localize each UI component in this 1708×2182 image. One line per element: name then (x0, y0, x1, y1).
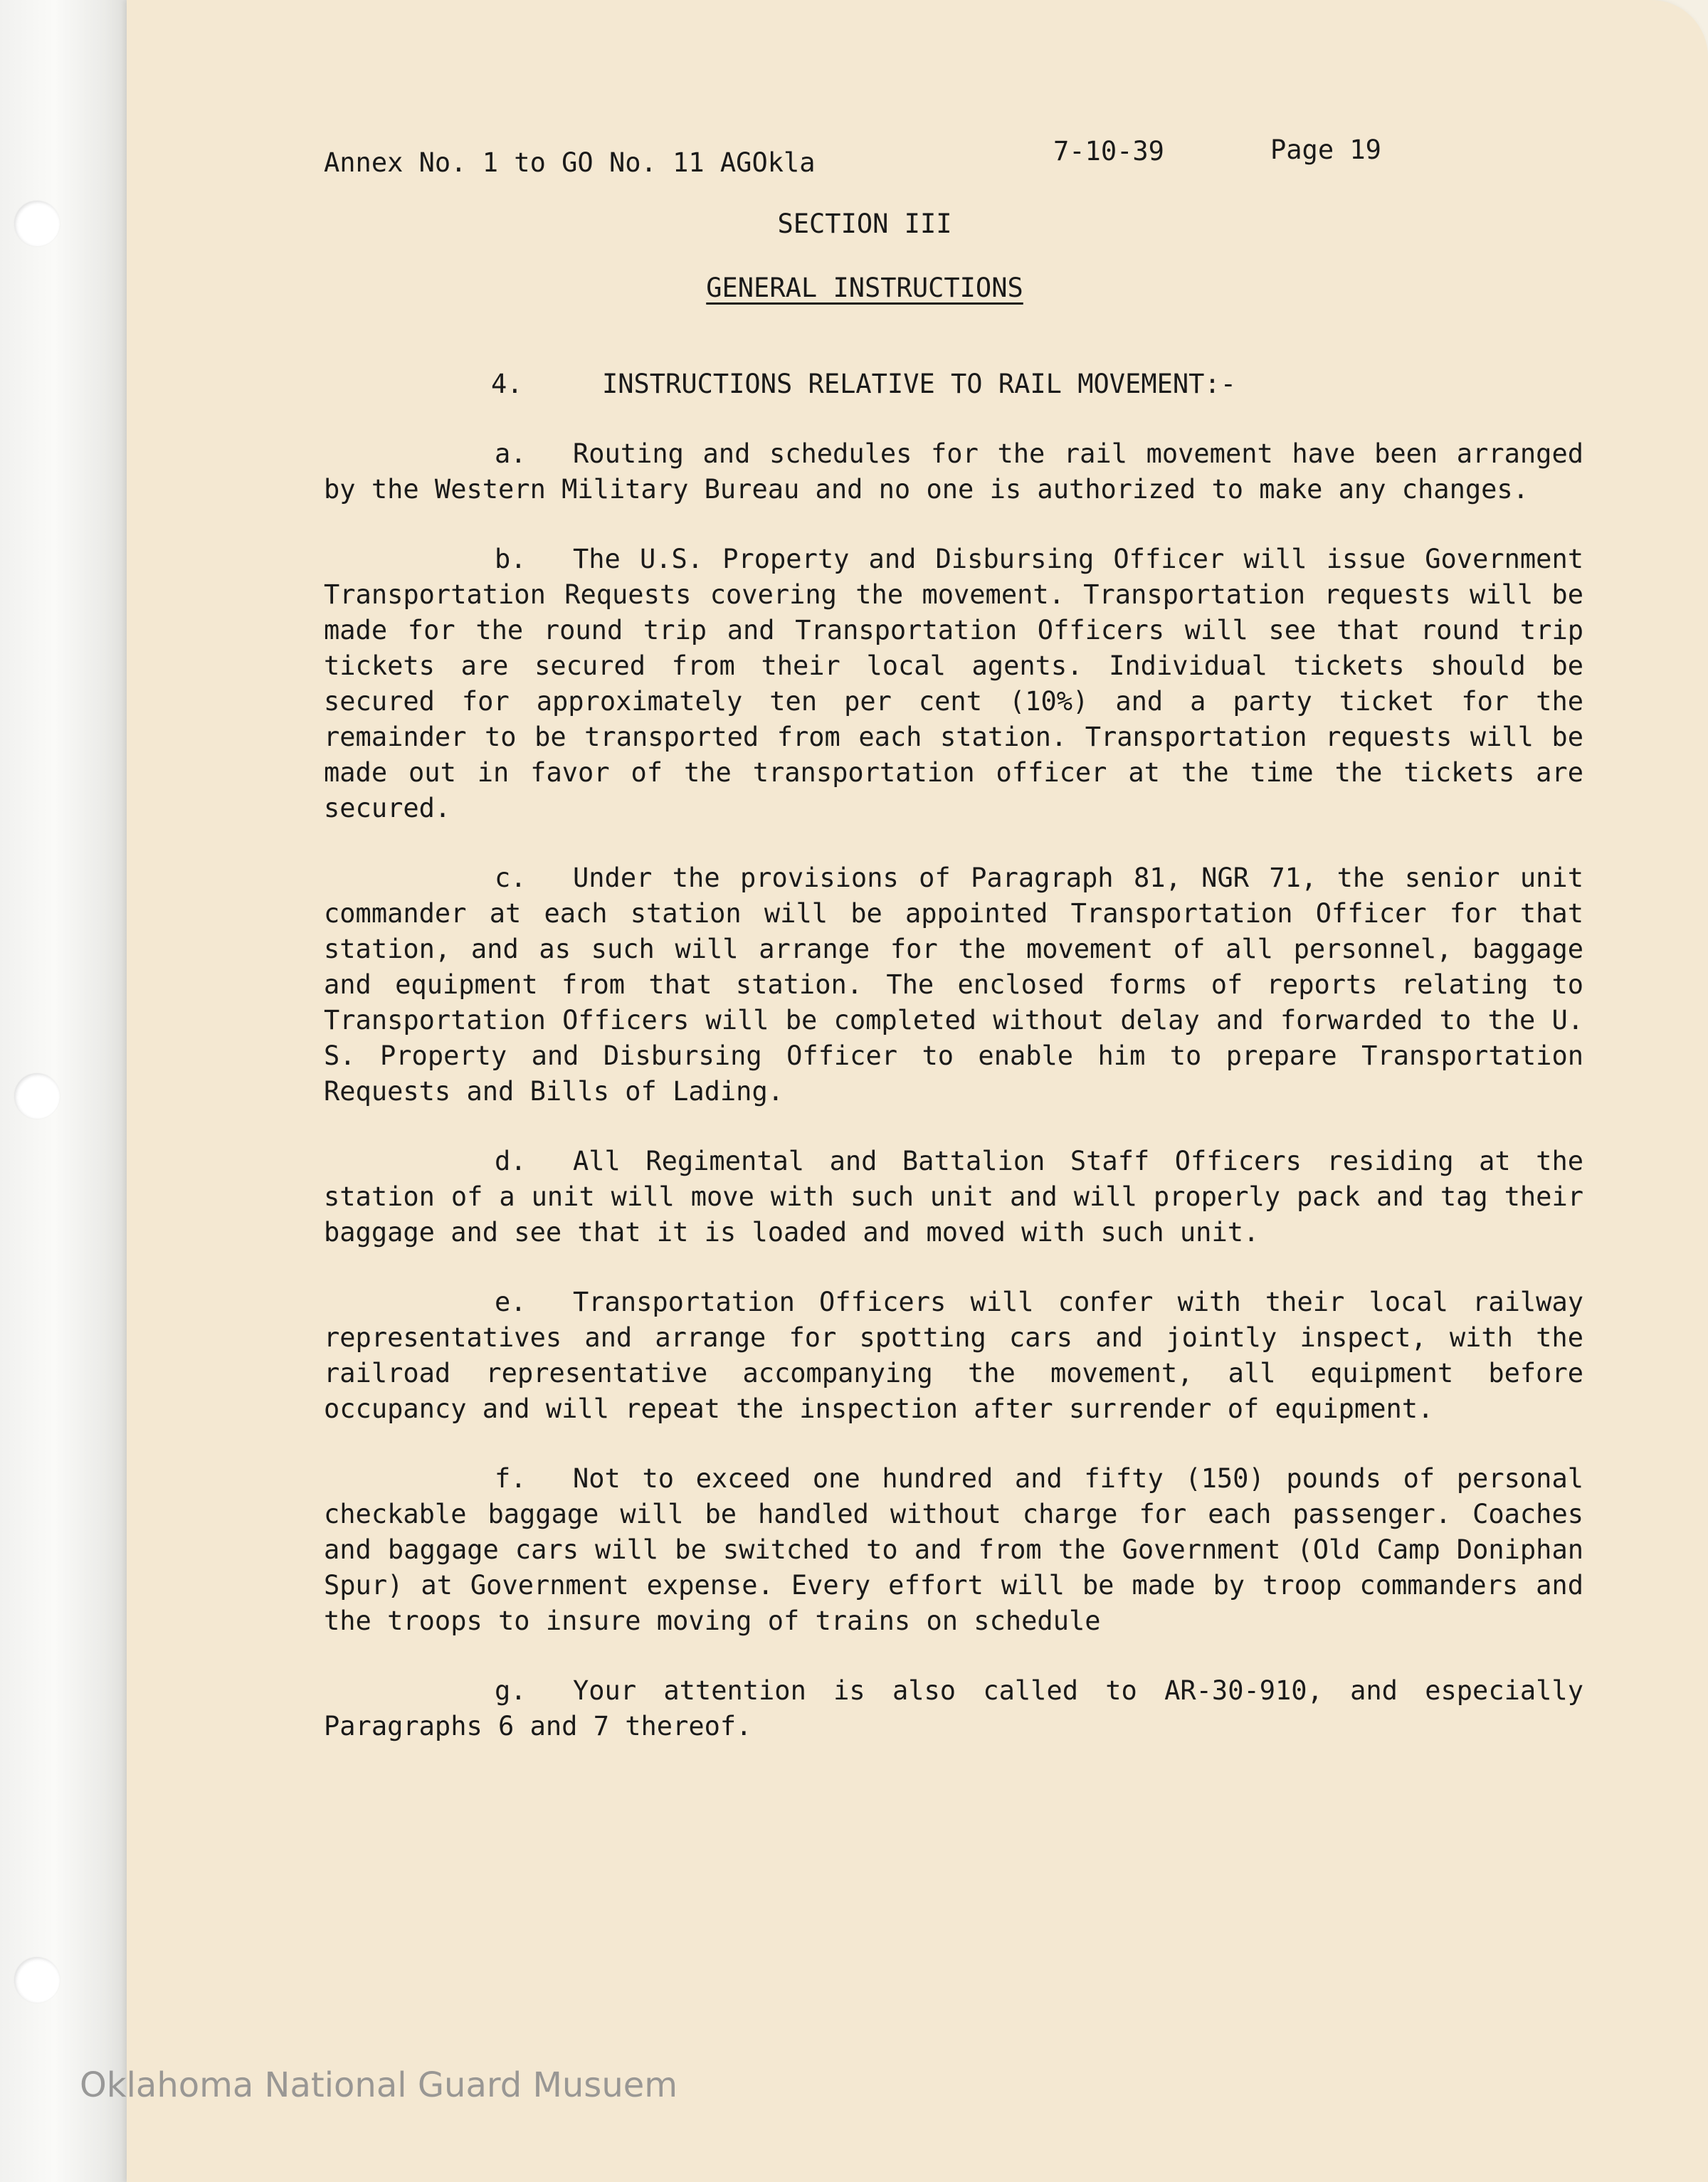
general-instructions-title (324, 270, 1406, 306)
subparagraph-a (324, 436, 1583, 507)
subparagraph-text: Transportation Officers will confer with their local railway representatives and arrange for spotting cars and jointly inspect, with the railroad representative accompanying the movement, all equipment before occupancy and will repeat the inspection after surrender of equipment. (324, 1287, 1583, 1424)
subparagraph-b (324, 542, 1583, 826)
binder-strip (0, 0, 135, 2182)
subparagraph-letter: b. (495, 544, 527, 574)
museum-watermark: Oklahoma National Guard Musuem (80, 2065, 678, 2105)
subparagraph-text: The U.S. Property and Disbursing Officer will issue Government Transportation Requests covering the movement. Transportation requests will be made for the round trip and Transportation Officers will see that round trip tickets are secured from their local agents. Individual tickets should be secured for approximately ten per cent (10%) and a party ticket for the remainder to be transported from each station. Transportation requests will be made out in favor of the transportation officer at the time the tickets are secured. (324, 544, 1583, 823)
subparagraph-letter: c. (495, 863, 527, 893)
subparagraph-letter: a. (495, 438, 527, 469)
paragraph-heading (324, 367, 1605, 402)
subparagraph-text: Under the provisions of Paragraph 81, NGR 71, the senior unit commander at each station will be appointed Transportation Officer for that station, and as such will arrange for the movement of all personnel, baggage and equipment from that station. The enclosed forms of reports relating to Transportation Officers will be completed without delay and forwarded to the U. S. Property and Disbursing Officer to enable him to prepare Transportation Requests and Bills of Lading. (324, 863, 1583, 1107)
document-date: 7-10-39 (1053, 136, 1164, 167)
subparagraph-text: All Regimental and Battalion Staff Officers residing at the station of a unit will move with such unit and will properly pack and tag their baggage and see that it is loaded and moved with such unit. (324, 1146, 1583, 1248)
subparagraph-g (324, 1673, 1583, 1744)
subparagraph-letter: f. (495, 1463, 527, 1494)
subparagraph-c (324, 860, 1583, 1110)
subparagraph-text: Not to exceed one hundred and fifty (150) pounds of personal checkable baggage will be handled without charge for each passenger. Coaches and baggage cars will be switched to and from the Government (Old Camp Doniphan Spur) at Government expense. Every effort will be made by troop commanders and the troops to insure moving of trains on schedule (324, 1463, 1583, 1636)
paragraph-number: 4. (491, 369, 523, 399)
annex-reference: Annex No. 1 to GO No. 11 AGOkla (324, 147, 816, 178)
general-instructions-text: GENERAL INSTRUCTIONS (706, 273, 1023, 303)
subparagraph-letter: d. (495, 1146, 527, 1176)
document-header (324, 128, 1605, 185)
binder-hole (14, 1073, 60, 1119)
binder-hole (14, 1957, 60, 2003)
subparagraph-text: Your attention is also called to AR-30-910, and especially Paragraphs 6 and 7 thereof. (324, 1675, 1583, 1741)
document-body (324, 128, 1605, 1744)
paragraph-heading-text: INSTRUCTIONS RELATIVE TO RAIL MOVEMENT:- (601, 369, 1236, 399)
page-number: Page 19 (1270, 135, 1381, 165)
subparagraph-e (324, 1285, 1583, 1427)
binder-hole (14, 201, 60, 246)
subparagraph-letter: g. (495, 1675, 527, 1706)
subparagraph-text: Routing and schedules for the rail movement have been arranged by the Western Military Bureau and no one is authorized to make any changes. (324, 438, 1583, 505)
subparagraph-f (324, 1461, 1583, 1639)
subparagraph-letter: e. (495, 1287, 527, 1317)
section-title: SECTION III (777, 209, 952, 239)
subparagraph-d (324, 1144, 1583, 1250)
